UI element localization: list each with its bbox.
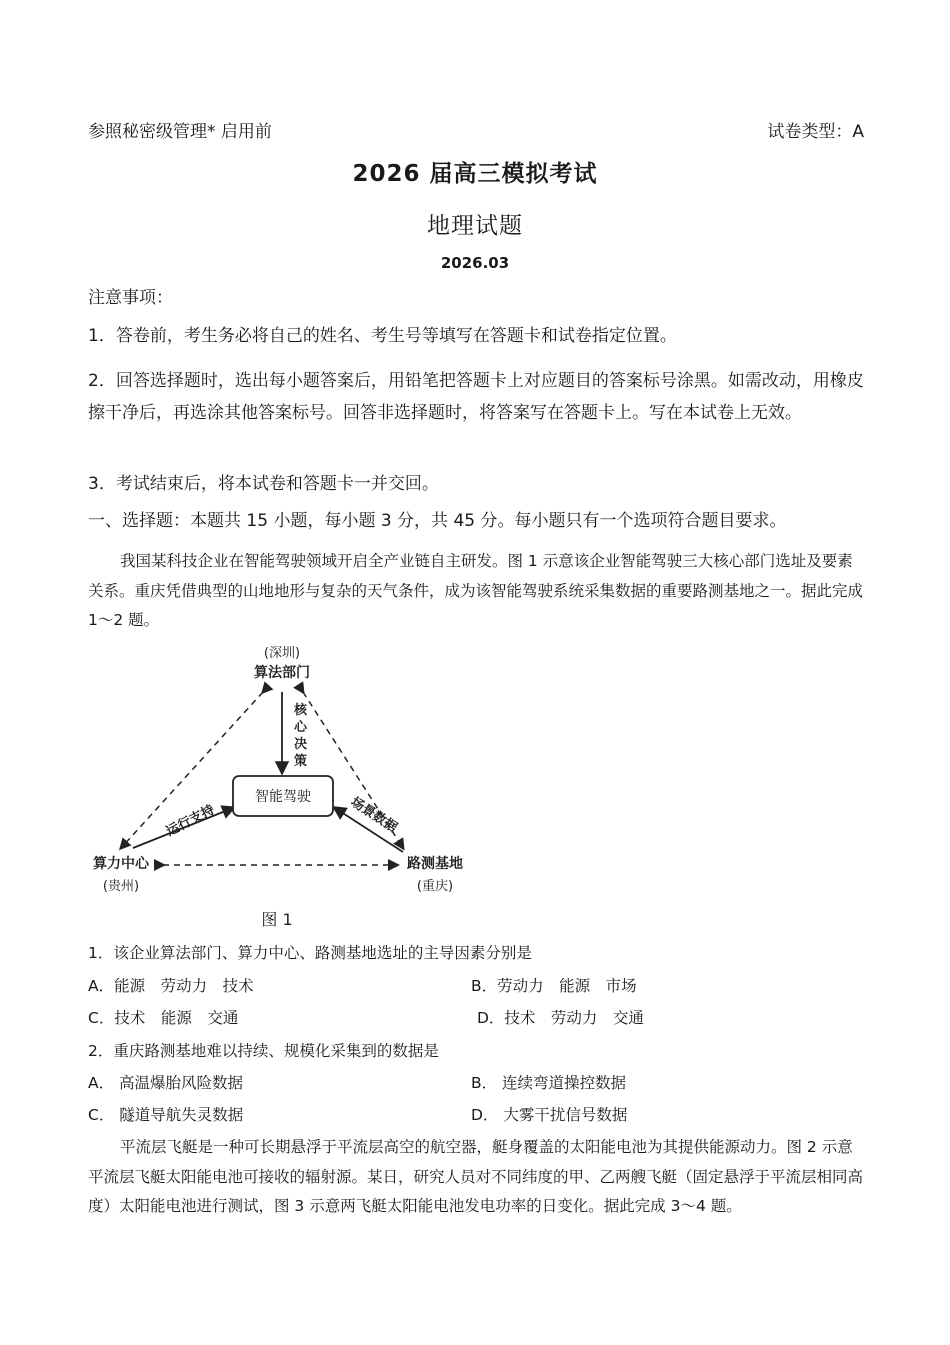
edge-top-char-2: 心 <box>294 720 308 735</box>
subject-title: 地理试题 <box>427 213 523 239</box>
question-2-option-b: B． 连续弯道操控数据 <box>471 1074 627 1092</box>
edge-top-char-3: 决 <box>294 737 308 752</box>
question-2-option-a: A． 高温爆胎风险数据 <box>88 1074 244 1092</box>
edge-top-char-1: 核 <box>294 703 308 718</box>
question-2-stem: 2．重庆路测基地难以持续、规模化采集到的数据是 <box>88 1042 439 1060</box>
question-1-option-d: D．技术 劳动力 交通 <box>477 1009 644 1027</box>
question-1-option-b: B．劳动力 能源 市场 <box>471 977 637 995</box>
figure-1-diagram <box>85 640 485 935</box>
top-node-place: (深圳) <box>263 646 301 661</box>
figure-1-caption: 图 1 <box>261 910 293 929</box>
exam-title: 2026 届高三模拟考试 <box>352 161 598 187</box>
notice-item-2: 2．回答选择题时，选出每小题答案后，用铅笔把答题卡上对应题目的答案标号涂黑。如需改动，用橡皮擦干净后，再选涂其他答案标号。回答非选择题时，将答案写在答题卡上。写在本试卷上无效。 <box>88 371 864 423</box>
section-heading: 一、选择题：本题共 15 小题，每小题 3 分，共 45 分。每小题只有一个选项符合题目要求。 <box>88 511 787 531</box>
notice-item-1: 1．答卷前，考生务必将自己的姓名、考生号等填写在答题卡和试卷指定位置。 <box>88 326 677 346</box>
edge-top-char-4: 策 <box>294 754 308 769</box>
top-node-label: 算法部门 <box>254 665 310 681</box>
notice-heading: 注意事项： <box>88 288 173 308</box>
question-2-option-c: C． 隧道导航失灵数据 <box>88 1106 244 1124</box>
question-1-stem: 1．该企业算法部门、算力中心、路测基地选址的主导因素分别是 <box>88 944 532 962</box>
question-2-option-d: D． 大雾干扰信号数据 <box>471 1106 628 1124</box>
passage-2: 平流层飞艇是一种可长期悬浮于平流层高空的航空器，艇身覆盖的太阳能电池为其提供能源动力。图 2 示意平流层飞艇太阳能电池可接收的辐射源。某日，研究人员对不同纬度的甲、乙两艘飞艇（固定悬浮于平流层相同高度）太阳能电池进行测试，图 3 示意两飞艇太阳能电池发电功率的日变化。据此完成 3～4 题。 <box>88 1138 864 1215</box>
edge-left-label: 运行支持 <box>164 802 218 840</box>
passage-1: 我国某科技企业在智能驾驶领域开启全产业链自主研发。图 1 示意该企业智能驾驶三大核心部门选址及要素关系。重庆凭借典型的山地地形与复杂的天气条件，成为该智能驾驶系统采集数据的重要路测基地之一。据此完成 1～2 题。 <box>88 552 864 629</box>
confidentiality-note: 参照秘密级管理* 启用前 <box>88 122 272 142</box>
left-node-label: 算力中心 <box>93 856 149 872</box>
notice-item-3: 3．考试结束后，将本试卷和答题卡一并交回。 <box>88 474 439 494</box>
right-node-place: (重庆) <box>416 879 454 894</box>
left-node-place: (贵州) <box>102 879 140 894</box>
question-1-option-a: A．能源 劳动力 技术 <box>88 977 254 995</box>
exam-date: 2026.03 <box>440 254 510 272</box>
edge-right-label: 场景数据 <box>347 794 400 836</box>
center-label: 智能驾驶 <box>255 789 311 805</box>
question-1-option-c: C．技术 能源 交通 <box>88 1009 239 1027</box>
paper-type: 试卷类型：A <box>767 122 864 142</box>
right-node-label: 路测基地 <box>407 856 463 872</box>
